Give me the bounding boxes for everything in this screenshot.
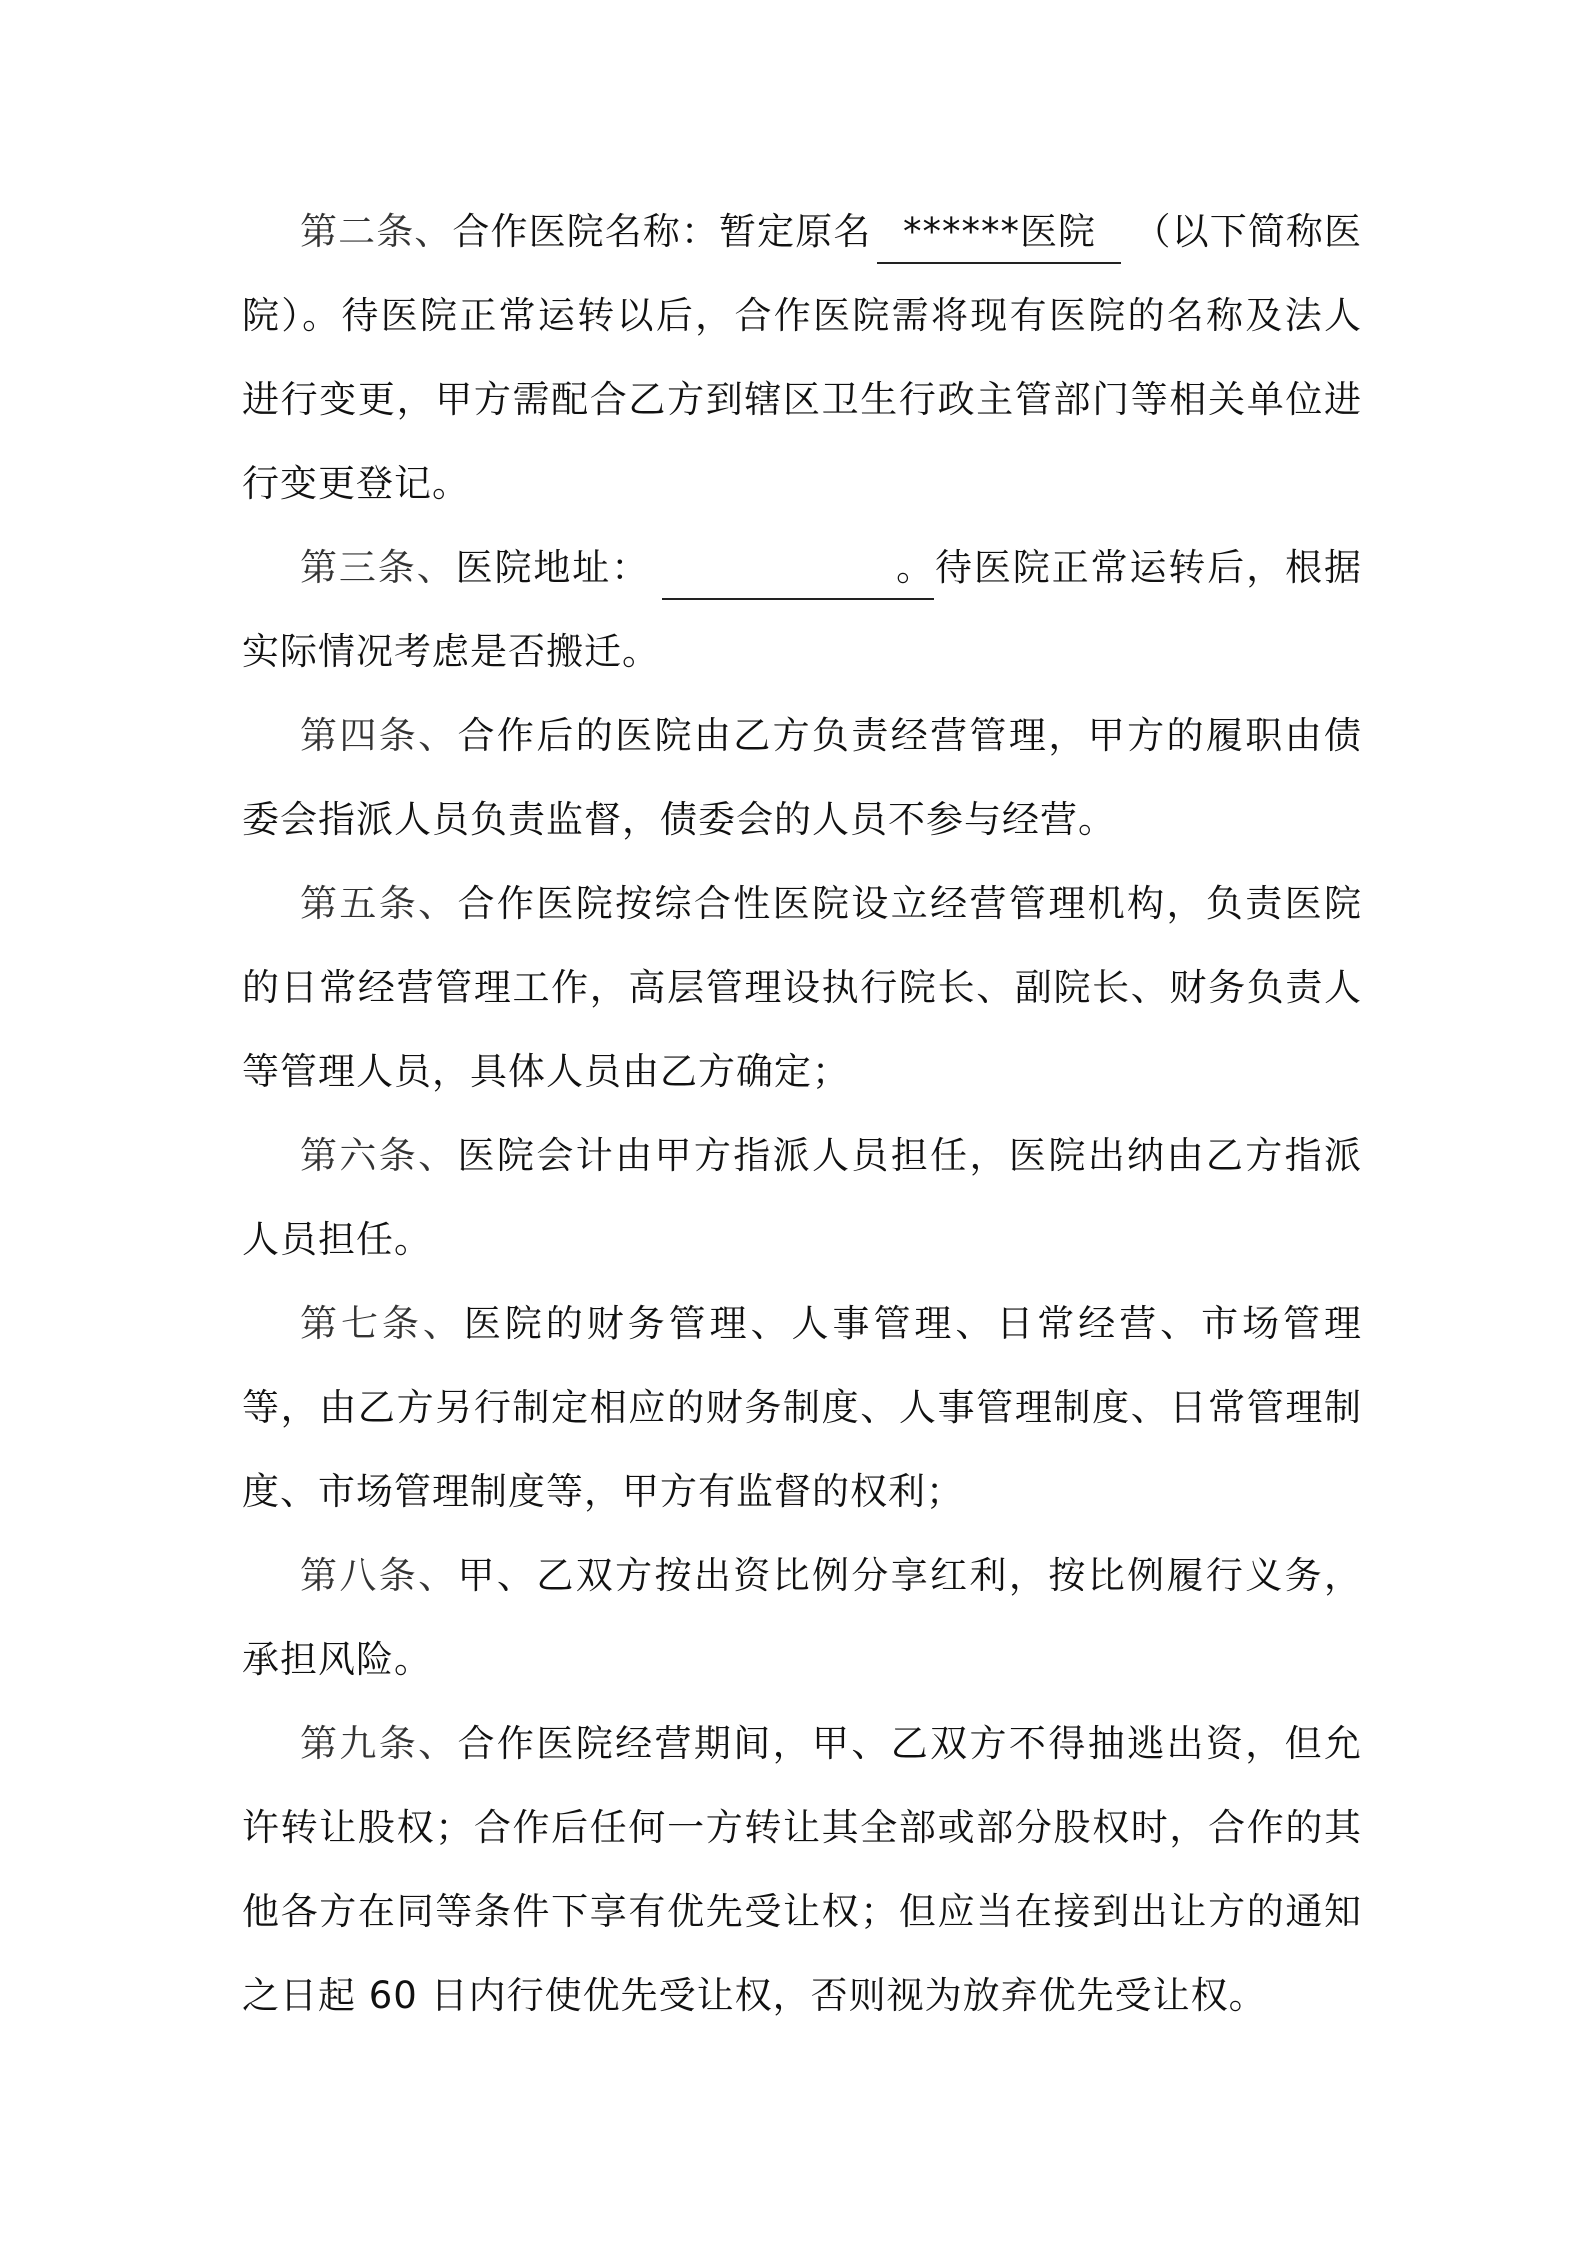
article-8-lead: 第八条、	[300, 1554, 458, 1597]
hospital-name-blank: ******医院	[877, 202, 1121, 264]
article-9	[242, 1702, 1362, 2038]
article-8	[242, 1534, 1362, 1702]
article-7-lead: 第七条、	[300, 1302, 464, 1345]
article-9-text: 合作医院经营期间，甲、乙双方不得抽逃出资，但允许转让股权；合作后任何一方转让其全部或部分股权时，合作的其他各方在同等条件下享有优先受让权；但应当在接到出让方的通知之日起 60 日内行使优先受让权，否则视为放弃优先受让权。	[242, 1722, 1363, 2017]
article-4-lead: 第四条、	[300, 714, 458, 757]
article-5-lead: 第五条、	[300, 882, 458, 925]
article-7-text: 医院的财务管理、人事管理、日常经营、市场管理等，由乙方另行制定相应的财务制度、人事管理制度、日常管理制度、市场管理制度等，甲方有监督的权利；	[242, 1302, 1363, 1513]
article-7	[242, 1282, 1362, 1534]
article-3-text-before-blank: 医院地址：	[455, 546, 651, 589]
contract-body	[242, 190, 1362, 2038]
article-4-text: 合作后的医院由乙方负责经营管理，甲方的履职由债委会指派人员负责监督，债委会的人员不参与经营。	[242, 714, 1363, 841]
article-3-lead: 第三条、	[300, 546, 456, 589]
article-2-text-after-blank: （以下简称医院）。待医院正常运转以后，合作医院需将现有医院的名称及法人进行变更，甲方需配合乙方到辖区卫生行政主管部门等相关单位进行变更登记。	[242, 210, 1363, 505]
article-8-text: 甲、乙双方按出资比例分享红利，按比例履行义务，承担风险。	[242, 1554, 1363, 1681]
article-5-text: 合作医院按综合性医院设立经营管理机构，负责医院的日常经营管理工作，高层管理设执行院长、副院长、财务负责人等管理人员，具体人员由乙方确定；	[242, 882, 1363, 1093]
article-5	[242, 862, 1362, 1114]
article-2-lead: 第二条、	[300, 210, 453, 253]
article-4	[242, 694, 1362, 862]
article-6	[242, 1114, 1362, 1282]
hospital-address-blank: 。	[662, 538, 934, 600]
article-2-text-before-blank: 合作医院名称：暂定原名	[452, 210, 872, 253]
article-2	[242, 190, 1362, 526]
article-6-lead: 第六条、	[300, 1134, 458, 1177]
article-6-text: 医院会计由甲方指派人员担任，医院出纳由乙方指派人员担任。	[242, 1134, 1363, 1261]
article-3-text-after-blank: 待医院正常运转后，根据实际情况考虑是否搬迁。	[242, 546, 1363, 673]
article-9-lead: 第九条、	[300, 1722, 458, 1765]
article-3	[242, 526, 1362, 694]
